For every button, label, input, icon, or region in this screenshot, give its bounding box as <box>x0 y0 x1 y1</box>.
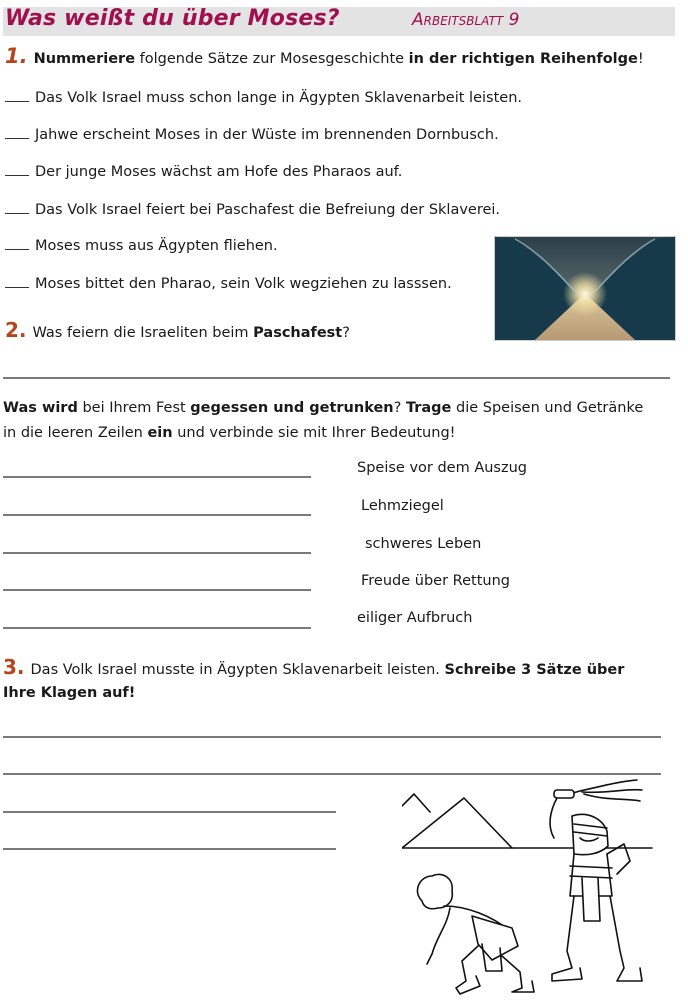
order-blank[interactable] <box>5 248 29 250</box>
answer-line[interactable] <box>3 773 661 775</box>
order-item: Moses muss aus Ägypten fliehen. <box>5 238 278 254</box>
order-blank[interactable] <box>5 100 29 102</box>
food-instruction-line1: Was wird bei Ihrem Fest gegessen und getrunken? Trage die Speisen und Getränke <box>3 400 644 416</box>
worksheet-number: Arbeitsblatt 9 <box>412 10 520 30</box>
order-item: Das Volk Israel muss schon lange in Ägypten Sklavenarbeit leisten. <box>5 90 522 106</box>
meaning-label: schweres Leben <box>365 536 482 552</box>
order-blank[interactable] <box>5 174 29 176</box>
order-item: Jahwe erscheint Moses in der Wüste im brennenden Dornbusch. <box>5 127 499 143</box>
worksheet-title: Was weißt du über Moses? <box>5 6 340 31</box>
food-instruction-line2: in die leeren Zeilen ein und verbinde sie mit Ihrer Bedeutung! <box>3 425 456 441</box>
red-sea-image <box>494 236 676 341</box>
order-blank[interactable] <box>5 137 29 139</box>
food-answer-line[interactable] <box>3 476 311 478</box>
answer-line[interactable] <box>3 811 336 813</box>
order-item: Moses bittet den Pharao, sein Volk wegziehen zu lasssen. <box>5 276 452 292</box>
order-item: Das Volk Israel feiert bei Paschafest die Befreiung der Sklaverei. <box>5 202 500 218</box>
order-blank[interactable] <box>5 286 29 288</box>
answer-line[interactable] <box>3 377 670 379</box>
meaning-label: Lehmziegel <box>361 498 444 514</box>
answer-line[interactable] <box>3 736 661 738</box>
food-answer-line[interactable] <box>3 627 311 629</box>
task1-number: 1. <box>5 44 28 68</box>
meaning-label: Freude über Rettung <box>361 573 510 589</box>
task3-instruction-line2: Ihre Klagen auf! <box>3 685 136 701</box>
task2-question: 2. Was feiern die Israeliten beim Paschafest? <box>5 318 350 342</box>
order-blank[interactable] <box>5 212 29 214</box>
meaning-label: Speise vor dem Auszug <box>357 460 527 476</box>
task3-number: 3. <box>3 655 25 679</box>
order-item: Der junge Moses wächst am Hofe des Pharaos auf. <box>5 164 402 180</box>
food-answer-line[interactable] <box>3 514 311 516</box>
slave-overseer-illustration <box>402 776 672 998</box>
task3-instruction-line1: 3. Das Volk Israel musste in Ägypten Sklavenarbeit leisten. Schreibe 3 Sätze über <box>3 655 625 679</box>
answer-line[interactable] <box>3 848 336 850</box>
food-answer-line[interactable] <box>3 589 311 591</box>
meaning-label: eiliger Aufbruch <box>357 610 473 626</box>
task1-instruction: 1. Nummeriere folgende Sätze zur Mosesgeschichte in der richtigen Reihenfolge! <box>5 44 644 68</box>
task2-number: 2. <box>5 318 27 342</box>
food-answer-line[interactable] <box>3 552 311 554</box>
